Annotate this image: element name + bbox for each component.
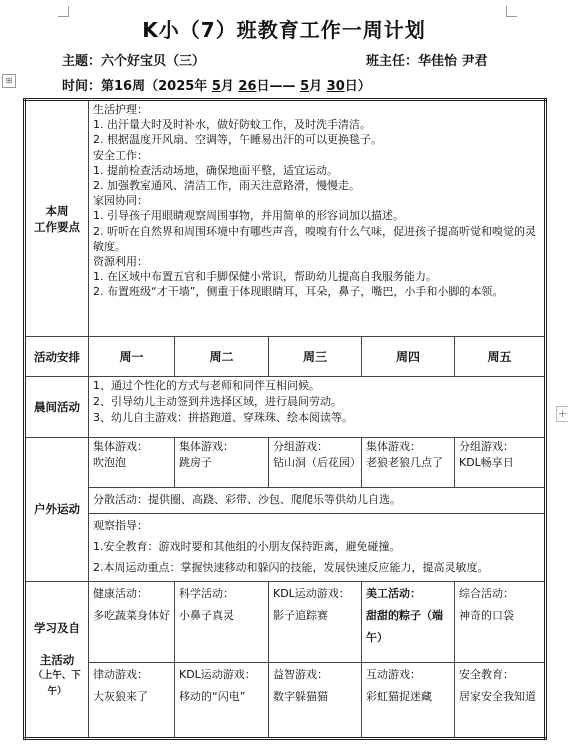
- activity-name: 居家安全我知道: [459, 689, 536, 703]
- day-fri: 周五: [455, 337, 546, 377]
- essentials-content[interactable]: [89, 100, 546, 337]
- table-move-handle[interactable]: ⊞: [2, 74, 16, 88]
- outdoor-fri[interactable]: [455, 437, 546, 487]
- outdoor-free-content[interactable]: 分散活动：提供圈、高跷、彩带、沙包、爬爬乐等供幼儿自选。: [89, 487, 546, 513]
- morning-line: 1、通过个性化的方式与老师和同伴互相问候。: [93, 379, 320, 393]
- activity-name: 神奇的口袋: [459, 609, 514, 623]
- activity-type: 美工活动：: [366, 587, 421, 601]
- essentials-label: 本周 工作要点: [25, 100, 89, 337]
- day-dash: 日——: [256, 79, 296, 94]
- start-month: 5: [211, 79, 221, 94]
- activity-type: 益智游戏：: [273, 667, 328, 681]
- game-type: 集体游戏：: [93, 439, 148, 453]
- learning-mon-2[interactable]: [89, 662, 175, 738]
- essentials-line: 2. 加强教室通风、清洁工作，雨天注意路滑，慢慢走。: [93, 179, 360, 193]
- outdoor-free-row: [25, 487, 546, 513]
- learning-thu-1[interactable]: [362, 582, 455, 662]
- essentials-line: 1. 在区域中布置五官和手脚保健小常识，帮助幼儿提高自我服务能力。: [93, 270, 437, 284]
- game-name: 跳房子: [179, 455, 212, 469]
- activity-name: 移动的“闪电”: [179, 689, 246, 703]
- teacher-line: [366, 50, 488, 69]
- essentials-line: 2. 听听在自然界和周围环境中有哪些声音，嗅嗅有什么气味，促进孩子提高听觉和嗅觉的灵敏度。: [93, 224, 536, 253]
- teacher-label: 班主任：: [366, 54, 419, 69]
- end-month: 5: [300, 79, 310, 94]
- learning-thu-2[interactable]: [362, 662, 455, 738]
- day-mon: 周一: [89, 337, 175, 377]
- learning-wed-1[interactable]: [269, 582, 362, 662]
- month-char-1: 月: [220, 79, 234, 94]
- essentials-line: 2. 根据温度开风扇、空调等，午睡易出汗的可以更换毯子。: [93, 133, 382, 147]
- outdoor-wed[interactable]: [269, 437, 362, 487]
- activity-name: 甜甜的粽子（端午）: [366, 609, 443, 645]
- start-day: 26: [238, 79, 257, 94]
- game-type: 集体游戏：: [179, 439, 234, 453]
- essentials-line: 安全工作：: [93, 148, 148, 162]
- activity-name: 大灰狼来了: [93, 689, 148, 703]
- learning-tue-2[interactable]: [175, 662, 269, 738]
- morning-content[interactable]: [89, 377, 546, 437]
- outdoor-tue[interactable]: [175, 437, 269, 487]
- essentials-line: 1. 出汗量大时及时补水，做好防蚊工作，及时洗手清洁。: [93, 118, 371, 132]
- game-name: 吹泡泡: [93, 455, 126, 469]
- learning-tue-1[interactable]: [175, 582, 269, 662]
- learning-fri-2[interactable]: [455, 662, 546, 738]
- morning-row: [25, 377, 546, 437]
- morning-label: 晨间活动: [25, 377, 89, 437]
- activity-label: 活动安排: [25, 337, 89, 377]
- page-title: K小（7）班教育工作一周计划: [142, 18, 426, 42]
- essentials-line: 1. 提前检查活动场地，确保地面平整，适宜运动。: [93, 163, 338, 177]
- observe-content[interactable]: [89, 513, 546, 581]
- activity-type: 健康活动：: [93, 587, 148, 601]
- observe-line: 观察指导：: [93, 518, 148, 532]
- learning-wed-2[interactable]: [269, 662, 362, 738]
- game-type: 分组游戏：: [459, 439, 514, 453]
- learning-mon-1[interactable]: [89, 582, 175, 662]
- essentials-line: 生活护理：: [93, 103, 148, 116]
- teacher-value: 华佳怡 尹君: [418, 54, 488, 69]
- activity-type: 安全教育：: [459, 667, 514, 681]
- activity-type: 互动游戏：: [366, 667, 421, 681]
- theme-label: 主题：: [62, 54, 102, 69]
- day-end: 日）: [344, 79, 371, 94]
- observe-row: [25, 513, 546, 581]
- activity-type: 科学活动：: [179, 587, 234, 601]
- days-row: [25, 337, 546, 377]
- theme-value: 六个好宝贝（三）: [101, 54, 206, 69]
- outdoor-label: 户外运动: [25, 437, 89, 582]
- game-type: 集体游戏：: [366, 439, 421, 453]
- day-wed: 周三: [269, 337, 362, 377]
- outdoor-mon[interactable]: [89, 437, 175, 487]
- day-thu: 周四: [362, 337, 455, 377]
- learning-label-line-2: 主活动: [39, 652, 75, 667]
- theme-line: [62, 50, 205, 69]
- morning-line: 2、引导幼儿主动签到并选择区域，进行晨间劳动。: [93, 395, 342, 409]
- game-name: 老狼老狼几点了: [366, 455, 443, 469]
- time-line: [62, 75, 371, 94]
- essentials-line: 资源利用：: [93, 255, 148, 269]
- day-tue: 周二: [175, 337, 269, 377]
- weekly-plan-table: [23, 98, 547, 740]
- essentials-row: [25, 100, 546, 337]
- morning-line: 3、幼儿自主游戏：拼搭跑道、穿珠珠、绘本阅读等。: [93, 411, 353, 425]
- activity-type: 律动游戏：: [93, 667, 148, 681]
- observe-line: 1.安全教育：游戏时要和其他组的小朋友保持距离，避免碰撞。: [93, 539, 401, 553]
- activity-name: 多吃蔬菜身体好: [93, 609, 170, 623]
- activity-type: 综合活动：: [459, 587, 514, 601]
- learning-row-1: [25, 582, 546, 662]
- learning-label-line-1: 学习及自: [34, 620, 80, 635]
- essentials-line: 2. 布置班级“才干墙”，侧重于体现眼睛耳，耳朵，鼻子，嘴巴，小手和小脚的本领。: [93, 285, 504, 299]
- outdoor-games-row: [25, 437, 546, 487]
- game-name: KDL畅享日: [459, 455, 514, 469]
- month-char-2: 月: [309, 79, 323, 94]
- week-text: 第16周（2025年: [101, 79, 208, 94]
- game-name: 钻山洞（后花园）: [273, 455, 361, 469]
- game-type: 分组游戏：: [273, 439, 328, 453]
- learning-row-2: [25, 662, 546, 738]
- essentials-line: 家园协同：: [93, 194, 148, 208]
- activity-name: 影子追踪赛: [273, 609, 328, 623]
- activity-type: KDL运动游戏：: [273, 587, 350, 601]
- activity-type: KDL运动游戏：: [179, 667, 256, 681]
- end-day: 30: [326, 79, 345, 94]
- observe-line: 2.本周运动重点：掌握快速移动和躲闪的技能，发展快速反应能力，提高灵敏度。: [93, 560, 489, 574]
- outdoor-thu[interactable]: [362, 437, 455, 487]
- activity-name: 彩虹猫捉迷藏: [366, 689, 432, 703]
- activity-name: 数字躲猫猫: [273, 689, 328, 703]
- learning-label: [25, 582, 89, 739]
- activity-name: 小鼻子真灵: [179, 609, 234, 623]
- add-column-button[interactable]: +: [557, 407, 568, 420]
- learning-label-line-3: （上午、下午）: [33, 669, 81, 697]
- learning-fri-1[interactable]: [455, 582, 546, 662]
- essentials-line: 1. 引导孩子用眼睛观察周围事物，并用简单的形容词加以描述。: [93, 209, 404, 223]
- time-label: 时间：: [62, 79, 102, 94]
